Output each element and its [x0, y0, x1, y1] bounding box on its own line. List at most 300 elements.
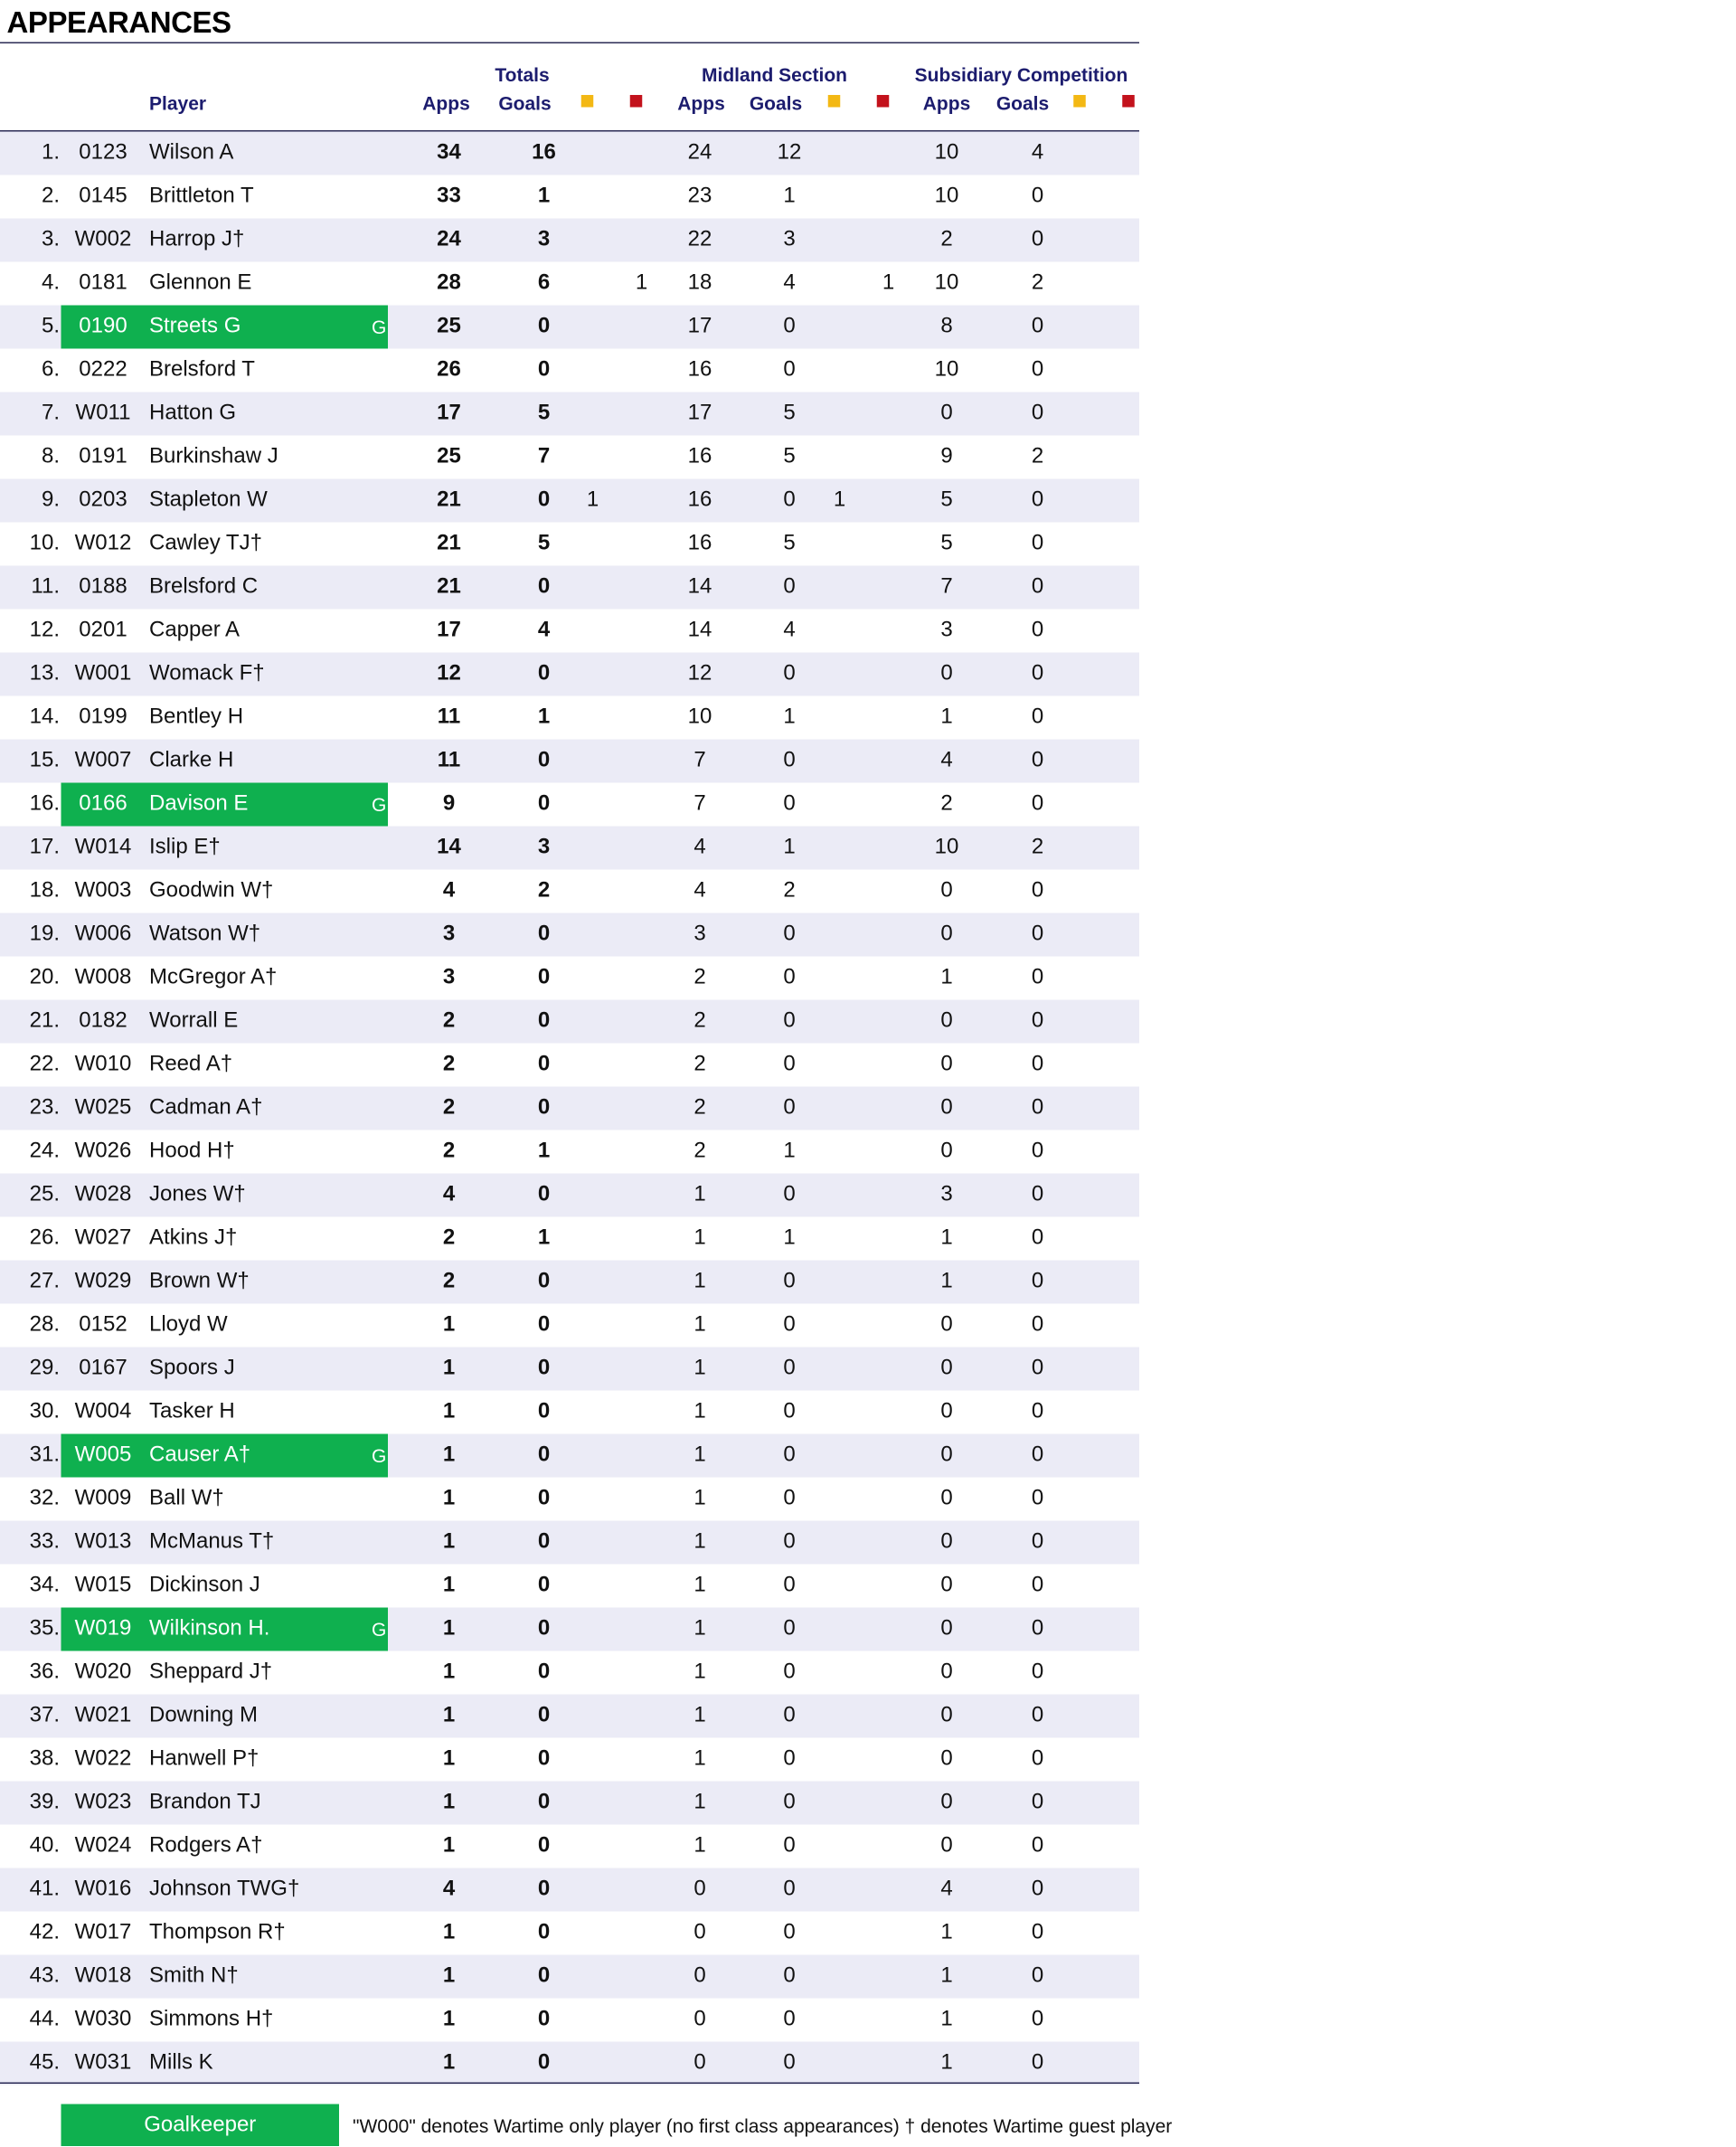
midland-goals-cell: 0	[783, 922, 796, 946]
table-row	[0, 783, 1139, 827]
row-number: 28.	[29, 1313, 60, 1337]
table-row	[0, 1521, 1139, 1565]
player-name: Bentley H	[149, 705, 244, 729]
table-row	[0, 306, 1139, 349]
subsidiary-apps-cell: 2	[940, 228, 953, 251]
midland-apps-cell: 1	[693, 1400, 706, 1423]
player-id: 0181	[79, 271, 127, 295]
subsidiary-apps-cell: 1	[940, 705, 953, 729]
table-row	[0, 566, 1139, 610]
subsidiary-apps-cell: 0	[940, 1617, 953, 1641]
column-header-subsidiary-goals: Goals	[995, 92, 1050, 114]
midland-goals-cell: 0	[783, 1313, 796, 1337]
subsidiary-apps-cell: 8	[940, 315, 953, 338]
total-goals-cell: 0	[537, 1183, 551, 1206]
total-goals-cell: 0	[537, 1270, 551, 1293]
table-row	[0, 870, 1139, 913]
midland-goals-cell: 0	[783, 1183, 796, 1206]
table-row	[0, 1868, 1139, 1912]
midland-goals-cell: 0	[783, 1617, 796, 1641]
midland-goals-cell: 0	[783, 1357, 796, 1380]
midland-goals-cell: 0	[783, 1400, 796, 1423]
table-row	[0, 1304, 1139, 1348]
player-name: Wilkinson H.	[149, 1617, 270, 1641]
total-goals-cell: 0	[537, 1400, 551, 1423]
total-apps-cell: 1	[442, 1964, 456, 1988]
midland-goals-cell: 1	[783, 836, 796, 859]
midland-apps-cell: 1	[693, 1443, 706, 1467]
player-id: W020	[74, 1660, 132, 1684]
page-title: APPEARANCES	[6, 5, 231, 40]
total-apps-cell: 1	[442, 1400, 456, 1423]
footer-divider	[0, 2083, 1139, 2085]
row-number: 12.	[29, 619, 60, 642]
total-goals-cell: 0	[537, 575, 551, 599]
player-name: Dickinson J	[149, 1574, 260, 1597]
player-name: McGregor A†	[149, 966, 278, 989]
midland-apps-cell: 4	[693, 879, 706, 903]
row-number: 38.	[29, 1747, 60, 1771]
red-card-icon	[877, 95, 890, 108]
midland-goals-cell: 0	[783, 1530, 796, 1554]
subsidiary-apps-cell: 0	[940, 1574, 953, 1597]
subsidiary-goals-cell: 0	[1031, 879, 1044, 903]
total-goals-cell: 0	[537, 1313, 551, 1337]
row-number: 22.	[29, 1053, 60, 1076]
total-apps-cell: 12	[437, 662, 461, 686]
midland-goals-cell: 0	[783, 1660, 796, 1684]
total-goals-cell: 0	[537, 358, 551, 382]
total-apps-cell: 17	[437, 619, 461, 642]
goalkeeper-legend: Goalkeeper	[61, 2104, 340, 2147]
subsidiary-apps-cell: 3	[940, 619, 953, 642]
midland-apps-cell: 2	[693, 1009, 706, 1033]
player-name: Downing M	[149, 1704, 259, 1727]
red-card-icon	[1122, 95, 1135, 108]
midland-yellow-cell: 1	[833, 488, 846, 512]
subsidiary-apps-cell: 0	[940, 1096, 953, 1120]
total-apps-cell: 33	[437, 184, 461, 208]
player-name: Causer A†	[149, 1443, 251, 1467]
player-name: Sheppard J†	[149, 1660, 273, 1684]
table-row	[0, 1130, 1139, 1174]
player-name: Rodgers A†	[149, 1834, 263, 1858]
total-apps-cell: 34	[437, 141, 461, 165]
subsidiary-goals-cell: 0	[1031, 1617, 1044, 1641]
table-row	[0, 1695, 1139, 1738]
row-number: 37.	[29, 1704, 60, 1727]
total-goals-cell: 0	[537, 1617, 551, 1641]
total-goals-cell: 0	[537, 662, 551, 686]
total-goals-cell: 1	[537, 184, 551, 208]
total-goals-cell: 0	[537, 1877, 551, 1901]
row-number: 17.	[29, 836, 60, 859]
midland-apps-cell: 16	[687, 358, 712, 382]
total-apps-cell: 1	[442, 1921, 456, 1944]
player-name: Wilson A	[149, 141, 234, 165]
goalkeeper-flag: G	[372, 1618, 387, 1641]
total-goals-cell: 0	[537, 792, 551, 816]
subsidiary-apps-cell: 4	[940, 1877, 953, 1901]
midland-apps-cell: 16	[687, 445, 712, 468]
total-goals-cell: 0	[537, 1530, 551, 1554]
red-card-icon	[630, 95, 643, 108]
total-apps-cell: 1	[442, 2051, 456, 2075]
column-header-midland-apps: Apps	[677, 92, 725, 114]
subsidiary-goals-cell: 0	[1031, 1140, 1044, 1163]
midland-goals-cell: 0	[783, 1877, 796, 1901]
player-id: 0222	[79, 358, 127, 382]
midland-apps-cell: 3	[693, 922, 706, 946]
title-divider	[0, 43, 1139, 44]
player-id: 0201	[79, 619, 127, 642]
total-apps-cell: 1	[442, 1574, 456, 1597]
player-name: Capper A	[149, 619, 241, 642]
subsidiary-apps-cell: 1	[940, 2051, 953, 2075]
subsidiary-apps-cell: 0	[940, 1704, 953, 1727]
subsidiary-goals-cell: 0	[1031, 1096, 1044, 1120]
total-apps-cell: 9	[442, 792, 456, 816]
total-apps-cell: 2	[442, 1053, 456, 1076]
total-apps-cell: 25	[437, 315, 461, 338]
player-name: Johnson TWG†	[149, 1877, 300, 1901]
subsidiary-goals-cell: 0	[1031, 184, 1044, 208]
row-number: 20.	[29, 966, 60, 989]
midland-apps-cell: 1	[693, 1357, 706, 1380]
midland-goals-cell: 0	[783, 575, 796, 599]
total-goals-cell: 0	[537, 1443, 551, 1467]
total-goals-cell: 0	[537, 1574, 551, 1597]
table-row	[0, 1087, 1139, 1130]
table-row	[0, 1651, 1139, 1695]
subsidiary-apps-cell: 5	[940, 532, 953, 555]
subsidiary-goals-cell: 2	[1031, 445, 1044, 468]
total-goals-cell: 5	[537, 402, 551, 425]
total-goals-cell: 0	[537, 1704, 551, 1727]
column-header-subsidiary-apps: Apps	[922, 92, 971, 114]
subsidiary-goals-cell: 0	[1031, 2008, 1044, 2031]
player-name: Hatton G	[149, 402, 237, 425]
subsidiary-apps-cell: 3	[940, 1183, 953, 1206]
midland-goals-cell: 0	[783, 1921, 796, 1944]
midland-apps-cell: 17	[687, 315, 712, 338]
total-goals-cell: 0	[537, 1747, 551, 1771]
subsidiary-apps-cell: 0	[940, 1053, 953, 1076]
midland-apps-cell: 1	[693, 1313, 706, 1337]
subsidiary-apps-cell: 10	[934, 271, 959, 295]
total-apps-cell: 17	[437, 402, 461, 425]
midland-apps-cell: 10	[687, 705, 712, 729]
group-header-subsidiary: Subsidiary Competition	[914, 63, 1128, 86]
total-goals-cell: 5	[537, 532, 551, 555]
subsidiary-apps-cell: 0	[940, 1834, 953, 1858]
subsidiary-goals-cell: 0	[1031, 1400, 1044, 1423]
midland-apps-cell: 2	[693, 1053, 706, 1076]
total-goals-cell: 0	[537, 488, 551, 512]
row-number: 40.	[29, 1834, 60, 1858]
table-row	[0, 913, 1139, 957]
player-id: W019	[74, 1617, 132, 1641]
player-name: Glennon E	[149, 271, 252, 295]
total-apps-cell: 1	[442, 1834, 456, 1858]
subsidiary-goals-cell: 0	[1031, 1009, 1044, 1033]
player-name: Brown W†	[149, 1270, 250, 1293]
player-id: W004	[74, 1400, 132, 1423]
subsidiary-goals-cell: 0	[1031, 966, 1044, 989]
yellow-card-icon	[828, 95, 841, 108]
subsidiary-goals-cell: 0	[1031, 1270, 1044, 1293]
player-id: W011	[75, 402, 131, 425]
total-goals-cell: 0	[537, 2051, 551, 2075]
player-name: Streets G	[149, 315, 241, 338]
total-apps-cell: 4	[442, 1183, 456, 1206]
goalkeeper-flag: G	[372, 793, 387, 816]
player-id: W028	[74, 1183, 132, 1206]
midland-apps-cell: 1	[693, 1487, 706, 1510]
row-number: 42.	[29, 1921, 60, 1944]
subsidiary-apps-cell: 1	[940, 2008, 953, 2031]
row-number: 24.	[29, 1140, 60, 1163]
table-row	[0, 436, 1139, 479]
subsidiary-goals-cell: 0	[1031, 1964, 1044, 1988]
subsidiary-goals-cell: 0	[1031, 315, 1044, 338]
midland-goals-cell: 5	[783, 532, 796, 555]
midland-apps-cell: 17	[687, 402, 712, 425]
row-number: 32.	[29, 1487, 60, 1510]
total-apps-cell: 1	[442, 1747, 456, 1771]
player-id: 0191	[79, 445, 127, 468]
total-apps-cell: 28	[437, 271, 461, 295]
subsidiary-goals-cell: 0	[1031, 1574, 1044, 1597]
midland-apps-cell: 1	[693, 1270, 706, 1293]
table-row	[0, 1825, 1139, 1868]
midland-apps-cell: 1	[693, 1574, 706, 1597]
midland-goals-cell: 0	[783, 1834, 796, 1858]
group-header-midland: Midland Section	[701, 63, 848, 86]
player-name: Brelsford C	[149, 575, 259, 599]
midland-apps-cell: 1	[693, 1747, 706, 1771]
table-row	[0, 1044, 1139, 1087]
row-number: 39.	[29, 1791, 60, 1814]
subsidiary-goals-cell: 0	[1031, 358, 1044, 382]
player-name: Brandon TJ	[149, 1791, 261, 1814]
subsidiary-apps-cell: 0	[940, 1009, 953, 1033]
table-row	[0, 393, 1139, 436]
midland-apps-cell: 0	[693, 2051, 706, 2075]
yellow-card-icon	[581, 95, 594, 108]
subsidiary-apps-cell: 0	[940, 879, 953, 903]
subsidiary-goals-cell: 0	[1031, 1791, 1044, 1814]
total-goals-cell: 0	[537, 749, 551, 772]
midland-goals-cell: 0	[783, 1096, 796, 1120]
subsidiary-goals-cell: 0	[1031, 1704, 1044, 1727]
player-id: W007	[74, 749, 132, 772]
subsidiary-goals-cell: 0	[1031, 705, 1044, 729]
total-apps-cell: 1	[442, 2008, 456, 2031]
total-apps-cell: 11	[437, 705, 461, 729]
subsidiary-apps-cell: 1	[940, 1921, 953, 1944]
player-id: 0152	[79, 1313, 127, 1337]
subsidiary-apps-cell: 10	[934, 141, 959, 165]
total-apps-cell: 21	[437, 532, 461, 555]
table-row	[0, 1782, 1139, 1825]
player-id: 0203	[79, 488, 127, 512]
midland-goals-cell: 0	[783, 749, 796, 772]
total-apps-cell: 2	[442, 1270, 456, 1293]
midland-apps-cell: 22	[687, 228, 712, 251]
total-apps-cell: 14	[437, 836, 461, 859]
subsidiary-apps-cell: 10	[934, 184, 959, 208]
subsidiary-goals-cell: 0	[1031, 532, 1044, 555]
player-name: Harrop J†	[149, 228, 245, 251]
midland-goals-cell: 12	[777, 141, 802, 165]
player-id: W031	[74, 2051, 132, 2075]
subsidiary-apps-cell: 0	[940, 1791, 953, 1814]
player-id: W002	[74, 228, 132, 251]
table-row	[0, 1608, 1139, 1651]
midland-red-cell: 1	[882, 271, 895, 295]
player-id: W006	[74, 922, 132, 946]
player-id: W016	[74, 1877, 132, 1901]
player-id: W021	[74, 1704, 132, 1727]
row-number: 16.	[29, 792, 60, 816]
group-header-totals: Totals	[495, 63, 550, 86]
midland-goals-cell: 0	[783, 315, 796, 338]
total-apps-cell: 24	[437, 228, 461, 251]
table-header	[0, 45, 1139, 131]
subsidiary-apps-cell: 1	[940, 1964, 953, 1988]
player-name: Jones W†	[149, 1183, 246, 1206]
subsidiary-apps-cell: 7	[940, 575, 953, 599]
player-name: Tasker H	[149, 1400, 235, 1423]
table-row	[0, 1478, 1139, 1521]
player-name: Atkins J†	[149, 1226, 238, 1250]
total-apps-cell: 11	[437, 749, 461, 772]
player-name: Burkinshaw J	[149, 445, 278, 468]
player-name: Watson W†	[149, 922, 261, 946]
player-id: 0199	[79, 705, 127, 729]
midland-goals-cell: 0	[783, 1053, 796, 1076]
total-apps-cell: 1	[442, 1487, 456, 1510]
player-id: W009	[74, 1487, 132, 1510]
total-goals-cell: 0	[537, 1009, 551, 1033]
total-goals-cell: 4	[537, 619, 551, 642]
midland-apps-cell: 2	[693, 1140, 706, 1163]
player-id: W023	[74, 1791, 132, 1814]
total-goals-cell: 1	[537, 1140, 551, 1163]
midland-apps-cell: 7	[693, 792, 706, 816]
player-id: W005	[74, 1443, 132, 1467]
total-apps-cell: 1	[442, 1704, 456, 1727]
subsidiary-apps-cell: 2	[940, 792, 953, 816]
total-red-cell: 1	[635, 271, 648, 295]
subsidiary-goals-cell: 0	[1031, 1660, 1044, 1684]
table-row	[0, 523, 1139, 566]
subsidiary-goals-cell: 2	[1031, 836, 1044, 859]
midland-goals-cell: 0	[783, 1704, 796, 1727]
midland-goals-cell: 3	[783, 228, 796, 251]
total-apps-cell: 1	[442, 1791, 456, 1814]
subsidiary-apps-cell: 0	[940, 1313, 953, 1337]
subsidiary-goals-cell: 0	[1031, 1921, 1044, 1944]
midland-goals-cell: 1	[783, 705, 796, 729]
table-row	[0, 827, 1139, 870]
total-goals-cell: 1	[537, 1226, 551, 1250]
player-name: Clarke H	[149, 749, 234, 772]
row-number: 19.	[29, 922, 60, 946]
midland-apps-cell: 1	[693, 1791, 706, 1814]
total-goals-cell: 1	[537, 705, 551, 729]
row-number: 18.	[29, 879, 60, 903]
player-name: Davison E	[149, 792, 249, 816]
midland-goals-cell: 0	[783, 488, 796, 512]
row-number: 14.	[29, 705, 60, 729]
footnote: "W000" denotes Wartime only player (no first class appearances) † denotes Wartime guest player	[353, 2114, 1173, 2137]
total-goals-cell: 0	[537, 1357, 551, 1380]
table-row	[0, 653, 1139, 696]
player-name: Smith N†	[149, 1964, 239, 1988]
midland-goals-cell: 0	[783, 1574, 796, 1597]
midland-goals-cell: 0	[783, 1270, 796, 1293]
row-number: 1.	[41, 141, 60, 165]
player-id: W027	[74, 1226, 132, 1250]
total-apps-cell: 21	[437, 488, 461, 512]
row-number: 23.	[29, 1096, 60, 1120]
player-name: Simmons H†	[149, 2008, 274, 2031]
row-number: 15.	[29, 749, 60, 772]
total-yellow-cell: 1	[586, 488, 599, 512]
row-number: 9.	[41, 488, 60, 512]
midland-goals-cell: 0	[783, 1791, 796, 1814]
player-id: W017	[74, 1921, 132, 1944]
player-id: W026	[74, 1140, 132, 1163]
midland-apps-cell: 2	[693, 1096, 706, 1120]
total-apps-cell: 1	[442, 1660, 456, 1684]
midland-goals-cell: 0	[783, 662, 796, 686]
subsidiary-apps-cell: 0	[940, 1400, 953, 1423]
midland-apps-cell: 1	[693, 1183, 706, 1206]
player-id: W003	[74, 879, 132, 903]
player-name: Spoors J	[149, 1357, 235, 1380]
player-id: 0190	[79, 315, 127, 338]
midland-goals-cell: 2	[783, 879, 796, 903]
row-number: 8.	[41, 445, 60, 468]
player-name: Cawley TJ†	[149, 532, 262, 555]
table-row	[0, 1565, 1139, 1608]
midland-goals-cell: 4	[783, 619, 796, 642]
player-id: W029	[74, 1270, 132, 1293]
subsidiary-apps-cell: 10	[934, 836, 959, 859]
player-name: Thompson R†	[149, 1921, 286, 1944]
subsidiary-goals-cell: 0	[1031, 1226, 1044, 1250]
total-goals-cell: 0	[537, 2008, 551, 2031]
table-row	[0, 2042, 1139, 2086]
subsidiary-apps-cell: 0	[940, 1487, 953, 1510]
player-id: 0182	[79, 1009, 127, 1033]
table-row	[0, 349, 1139, 393]
total-apps-cell: 2	[442, 1009, 456, 1033]
row-number: 31.	[29, 1443, 60, 1467]
player-id: 0123	[79, 141, 127, 165]
midland-apps-cell: 0	[693, 2008, 706, 2031]
player-id: 0167	[79, 1357, 127, 1380]
row-number: 5.	[41, 315, 60, 338]
player-name: Ball W†	[149, 1487, 224, 1510]
midland-apps-cell: 0	[693, 1964, 706, 1988]
total-goals-cell: 0	[537, 1834, 551, 1858]
column-header-player: Player	[149, 92, 207, 114]
table-row	[0, 610, 1139, 653]
